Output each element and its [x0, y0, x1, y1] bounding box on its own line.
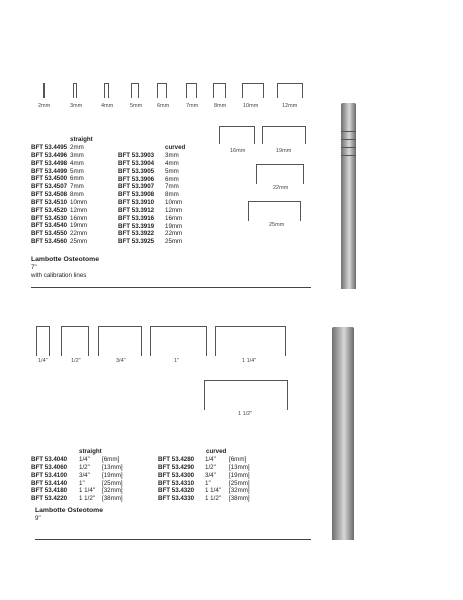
- calibration-line: [341, 139, 356, 140]
- size-value: 10mm: [70, 198, 88, 206]
- catalog-number: BFT 53.3905: [118, 167, 155, 175]
- catalog-number: BFT 53.4496: [31, 151, 68, 159]
- catalog-number: BFT 53.3922: [118, 230, 155, 238]
- blade-tip-1-4in: [36, 326, 50, 356]
- size-value: 1 1/2": [205, 495, 221, 503]
- size-label: 3mm: [70, 103, 83, 109]
- size-value: [19mm]: [102, 471, 123, 479]
- size-value: 8mm: [165, 191, 179, 199]
- size-label: 1/4": [38, 358, 48, 364]
- size-value: 19mm: [70, 222, 88, 230]
- table-row: [118, 230, 195, 238]
- catalog-number: BFT 53.4530: [31, 214, 68, 222]
- size-value: 22mm: [70, 230, 88, 238]
- calibration-line: [341, 155, 356, 156]
- table-row: [31, 215, 110, 223]
- catalog-number: BFT 53.3908: [118, 191, 155, 199]
- catalog-number: BFT 53.4060: [31, 463, 68, 471]
- size-value: 6mm: [70, 175, 84, 183]
- osteotome-image: [341, 103, 356, 289]
- table-row: [31, 472, 132, 480]
- size-value: [19mm]: [229, 471, 250, 479]
- catalog-number: BFT 53.3925: [118, 238, 155, 246]
- size-label: 6mm: [157, 103, 170, 109]
- catalog-number: BFT 53.4499: [31, 167, 68, 175]
- blade-tip-22mm: [256, 164, 304, 184]
- table-row: [31, 230, 110, 238]
- table-row: [31, 487, 132, 495]
- size-label: 2mm: [38, 103, 51, 109]
- table-row: [118, 191, 195, 199]
- size-value: 12mm: [70, 206, 88, 214]
- blade-tip-5mm: [131, 83, 139, 98]
- curved-header: curved: [165, 144, 186, 151]
- catalog-number: BFT 53.4498: [31, 159, 68, 167]
- size-value: 1 1/4": [79, 487, 95, 495]
- catalog-number: BFT 53.4220: [31, 495, 68, 503]
- catalog-number: BFT 53.4300: [158, 471, 195, 479]
- size-label: 19mm: [276, 148, 292, 154]
- size-value: 12mm: [165, 206, 183, 214]
- size-value: 3/4": [205, 471, 216, 479]
- size-value: 25mm: [70, 238, 88, 246]
- catalog-number: BFT 53.4495: [31, 144, 68, 151]
- size-value: 6mm: [165, 175, 179, 183]
- size-value: [38mm]: [229, 495, 250, 503]
- size-label: 3/4": [116, 358, 126, 364]
- size-value: 16mm: [70, 214, 88, 222]
- size-value: 19mm: [165, 222, 183, 230]
- size-value: 8mm: [70, 191, 84, 199]
- blade-tip-3-4in: [98, 326, 142, 356]
- size-label: 8mm: [214, 103, 227, 109]
- table-row: [158, 480, 259, 488]
- table-row: [118, 207, 195, 215]
- size-value: [32mm]: [102, 487, 123, 495]
- size-value: 1/4": [79, 456, 90, 463]
- table-row: [118, 199, 195, 207]
- size-value: 1/4": [205, 456, 216, 463]
- size-value: 1": [79, 479, 85, 487]
- size-value: 3/4": [79, 471, 90, 479]
- size-value: 10mm: [165, 199, 183, 207]
- catalog-number: BFT 53.3903: [118, 152, 155, 159]
- size-value: 1/2": [79, 463, 90, 471]
- blade-tip-4mm: [104, 83, 109, 98]
- catalog-number: BFT 53.4310: [158, 479, 195, 487]
- size-value: 1/2": [205, 463, 216, 471]
- straight-header: straight: [70, 136, 93, 143]
- size-value: 7mm: [70, 183, 84, 191]
- size-label: 16mm: [230, 148, 246, 154]
- catalog-number: BFT 53.3904: [118, 159, 155, 167]
- table-row: [31, 160, 110, 168]
- table-row: [158, 472, 259, 480]
- table-row: [158, 487, 259, 495]
- size-label: 10mm: [243, 103, 259, 109]
- catalog-number: BFT 53.3907: [118, 183, 155, 191]
- catalog-number: BFT 53.4100: [31, 471, 68, 479]
- blade-tip-2mm: [43, 83, 45, 98]
- size-label: 25mm: [269, 222, 285, 228]
- size-label: 7mm: [186, 103, 199, 109]
- blade-tip-6mm: [157, 83, 167, 98]
- blade-tip-8mm: [213, 83, 226, 98]
- table-row: [158, 464, 259, 472]
- blade-tip-16mm: [219, 126, 255, 144]
- product-note: with calibration lines: [31, 272, 87, 279]
- table-row: [31, 191, 110, 199]
- blade-tip-19mm: [262, 126, 306, 144]
- blade-tip-1-1-2in: [204, 380, 288, 410]
- table-row: [31, 464, 132, 472]
- catalog-number: BFT 53.4140: [31, 479, 68, 487]
- size-value: 1 1/4": [205, 487, 221, 495]
- size-value: 1": [205, 479, 211, 487]
- blade-tip-1-1-4in: [215, 326, 286, 356]
- calibration-line: [341, 147, 356, 148]
- catalog-number: BFT 53.4180: [31, 487, 68, 495]
- table-row: [31, 168, 110, 176]
- size-value: 4mm: [70, 159, 84, 167]
- straight-header: straight: [79, 448, 102, 455]
- size-value: [25mm]: [229, 479, 250, 487]
- catalog-number: BFT 53.4507: [31, 183, 68, 191]
- table-row: [31, 207, 110, 215]
- size-value: 5mm: [70, 167, 84, 175]
- table-row: [118, 223, 195, 231]
- catalog-number: BFT 53.4520: [31, 206, 68, 214]
- size-label: 22mm: [273, 185, 289, 191]
- catalog-number: BFT 53.4550: [31, 230, 68, 238]
- table-row: [31, 495, 132, 503]
- size-value: [13mm]: [102, 463, 123, 471]
- size-label: 1 1/2": [238, 411, 253, 417]
- table-row: [31, 480, 132, 488]
- table-row: [118, 168, 195, 176]
- straight-table: [31, 456, 132, 503]
- blade-tip-1-2in: [61, 326, 89, 356]
- table-row: [118, 152, 195, 160]
- size-label: 4mm: [101, 103, 114, 109]
- catalog-number: BFT 53.4540: [31, 222, 68, 230]
- blade-tip-25mm: [248, 201, 301, 221]
- catalog-number: BFT 53.4560: [31, 238, 68, 246]
- catalog-number: BFT 53.4040: [31, 456, 68, 463]
- size-value: [32mm]: [229, 487, 250, 495]
- catalog-number: BFT 53.4500: [31, 175, 68, 183]
- catalog-number: BFT 53.4330: [158, 495, 195, 503]
- product-title: Lambotte Osteotome: [35, 507, 103, 514]
- curved-header: curved: [206, 448, 227, 455]
- catalog-number: BFT 53.3912: [118, 206, 155, 214]
- size-label: 1": [174, 358, 180, 364]
- calibration-line: [341, 131, 356, 132]
- size-value: 7mm: [165, 183, 179, 191]
- catalog-number: BFT 53.4508: [31, 191, 68, 199]
- size-label: 5mm: [130, 103, 143, 109]
- size-value: 5mm: [165, 167, 179, 175]
- size-value: 2mm: [70, 144, 84, 151]
- size-value: 3mm: [165, 152, 179, 159]
- catalog-number: BFT 53.3906: [118, 175, 155, 183]
- catalog-number: BFT 53.4280: [158, 456, 195, 463]
- product-length: 9": [35, 515, 41, 522]
- table-row: [118, 238, 195, 246]
- blade-tip-1in: [150, 326, 207, 356]
- table-row: [118, 176, 195, 184]
- divider: [35, 539, 311, 540]
- size-label: 1/2": [71, 358, 81, 364]
- size-label: 1 1/4": [242, 358, 257, 364]
- size-value: 3mm: [70, 151, 84, 159]
- size-value: 22mm: [165, 230, 183, 238]
- curved-table: [158, 456, 259, 503]
- table-row: [31, 222, 110, 230]
- product-title: Lambotte Osteotome: [31, 256, 99, 263]
- catalog-number: BFT 53.4510: [31, 198, 68, 206]
- table-row: [118, 183, 195, 191]
- catalog-number: BFT 53.4290: [158, 463, 195, 471]
- size-value: 1 1/2": [79, 495, 95, 503]
- catalog-number: BFT 53.3916: [118, 214, 155, 222]
- divider: [31, 287, 311, 288]
- size-value: 25mm: [165, 238, 183, 246]
- size-value: [13mm]: [229, 463, 250, 471]
- product-length: 7": [31, 264, 37, 271]
- blade-tip-7mm: [186, 83, 197, 98]
- table-row: [31, 199, 110, 207]
- size-label: 12mm: [282, 103, 298, 109]
- size-value: 16mm: [165, 214, 183, 222]
- size-value: [38mm]: [102, 495, 123, 503]
- table-row: [118, 160, 195, 168]
- size-value: 4mm: [165, 159, 179, 167]
- osteotome-image: [332, 327, 354, 540]
- table-row: [158, 495, 259, 503]
- table-row: [158, 456, 259, 464]
- table-row: [31, 175, 110, 183]
- table-row: [118, 215, 195, 223]
- size-value: [6mm]: [102, 456, 120, 463]
- table-row: [31, 456, 132, 464]
- table-row: [31, 238, 110, 246]
- catalog-number: BFT 53.4320: [158, 487, 195, 495]
- catalog-number: BFT 53.3919: [118, 222, 155, 230]
- table-row: [31, 183, 110, 191]
- blade-tip-12mm: [277, 83, 303, 98]
- catalog-number: BFT 53.3910: [118, 199, 155, 207]
- size-value: [25mm]: [102, 479, 123, 487]
- blade-tip-10mm: [242, 83, 264, 98]
- blade-tip-3mm: [73, 83, 77, 98]
- size-value: [6mm]: [229, 456, 247, 463]
- curved-table: [118, 152, 195, 246]
- straight-table: [31, 144, 110, 246]
- table-row: [31, 144, 110, 152]
- table-row: [31, 152, 110, 160]
